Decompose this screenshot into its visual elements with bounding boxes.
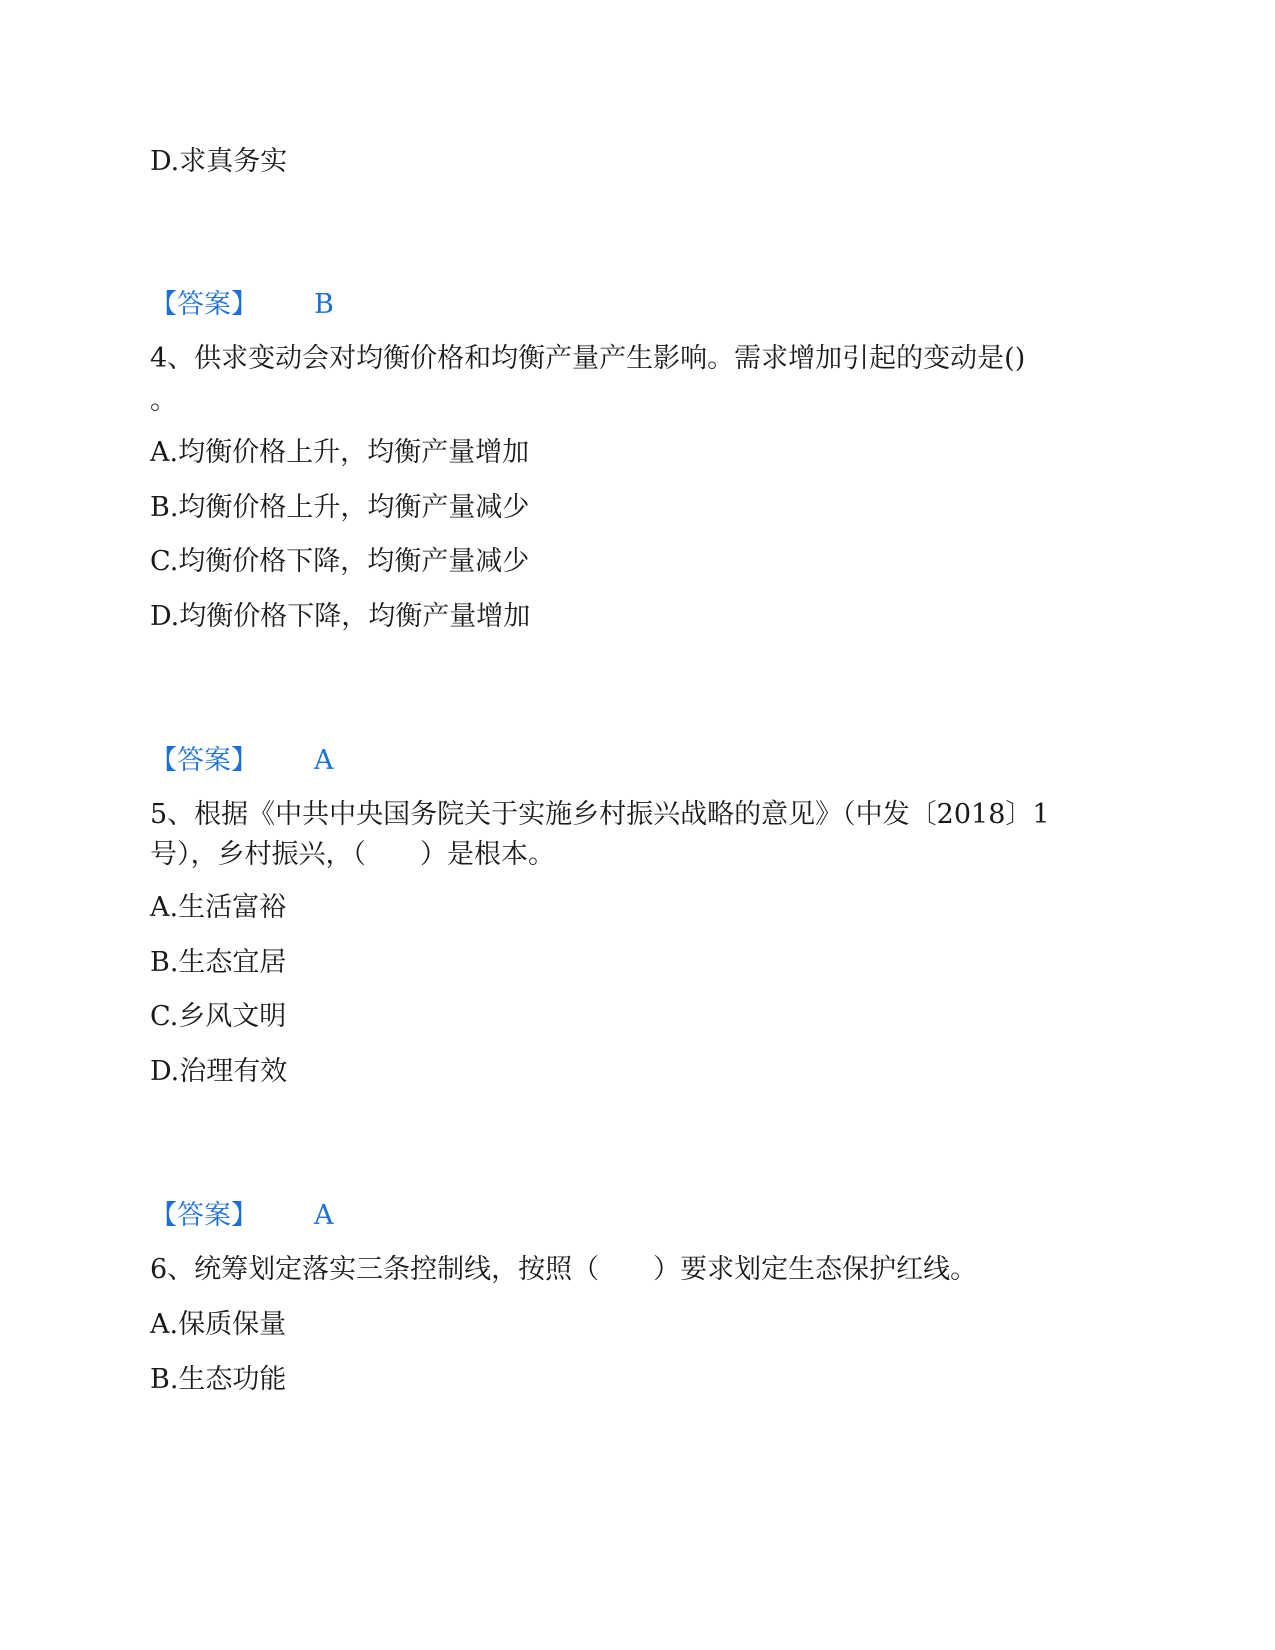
answer-block-q4 (150, 744, 334, 778)
answer-block-q5 (150, 1199, 334, 1233)
answer-value: A (314, 1200, 334, 1231)
question-4-option-c: C.均衡价格下降，均衡产量减少 (150, 546, 530, 577)
answer-label: 【答案】 (150, 745, 258, 776)
question-5-option-a: A.生活富裕 (150, 892, 287, 923)
question-5-option-c: C.乡风文明 (150, 1001, 287, 1032)
question-6-stem-line1: 6、统筹划定落实三条控制线，按照（ ）要求划定生态保护红线。 (150, 1254, 978, 1285)
question-5-option-b: B.生态宜居 (150, 947, 287, 978)
question-5-stem-line2: 号），乡村振兴，（ ）是根本。 (150, 839, 555, 870)
answer-value: A (314, 745, 334, 776)
question-4-option-d: D.均衡价格下降，均衡产量增加 (150, 601, 531, 632)
question-4-option-a: A.均衡价格上升，均衡产量增加 (150, 437, 530, 468)
question-4-option-b: B.均衡价格上升，均衡产量减少 (150, 492, 530, 523)
answer-value: B (314, 289, 334, 320)
question-6-option-b: B.生态功能 (150, 1364, 287, 1395)
question-4-stem-line2: 。 (150, 385, 177, 416)
answer-label: 【答案】 (150, 289, 258, 320)
question-5-option-d: D.治理有效 (150, 1056, 288, 1087)
answer-label: 【答案】 (150, 1200, 258, 1231)
answer-block-q3 (150, 288, 334, 322)
question-5-stem-line1: 5、根据《中共中央国务院关于实施乡村振兴战略的意见》（中发〔2018〕1 (150, 799, 1050, 830)
prev-question-option-d: D.求真务实 (150, 146, 288, 177)
question-6-option-a: A.保质保量 (150, 1309, 287, 1340)
question-4-stem-line1: 4、供求变动会对均衡价格和均衡产量产生影响。需求增加引起的变动是() (150, 343, 1026, 374)
